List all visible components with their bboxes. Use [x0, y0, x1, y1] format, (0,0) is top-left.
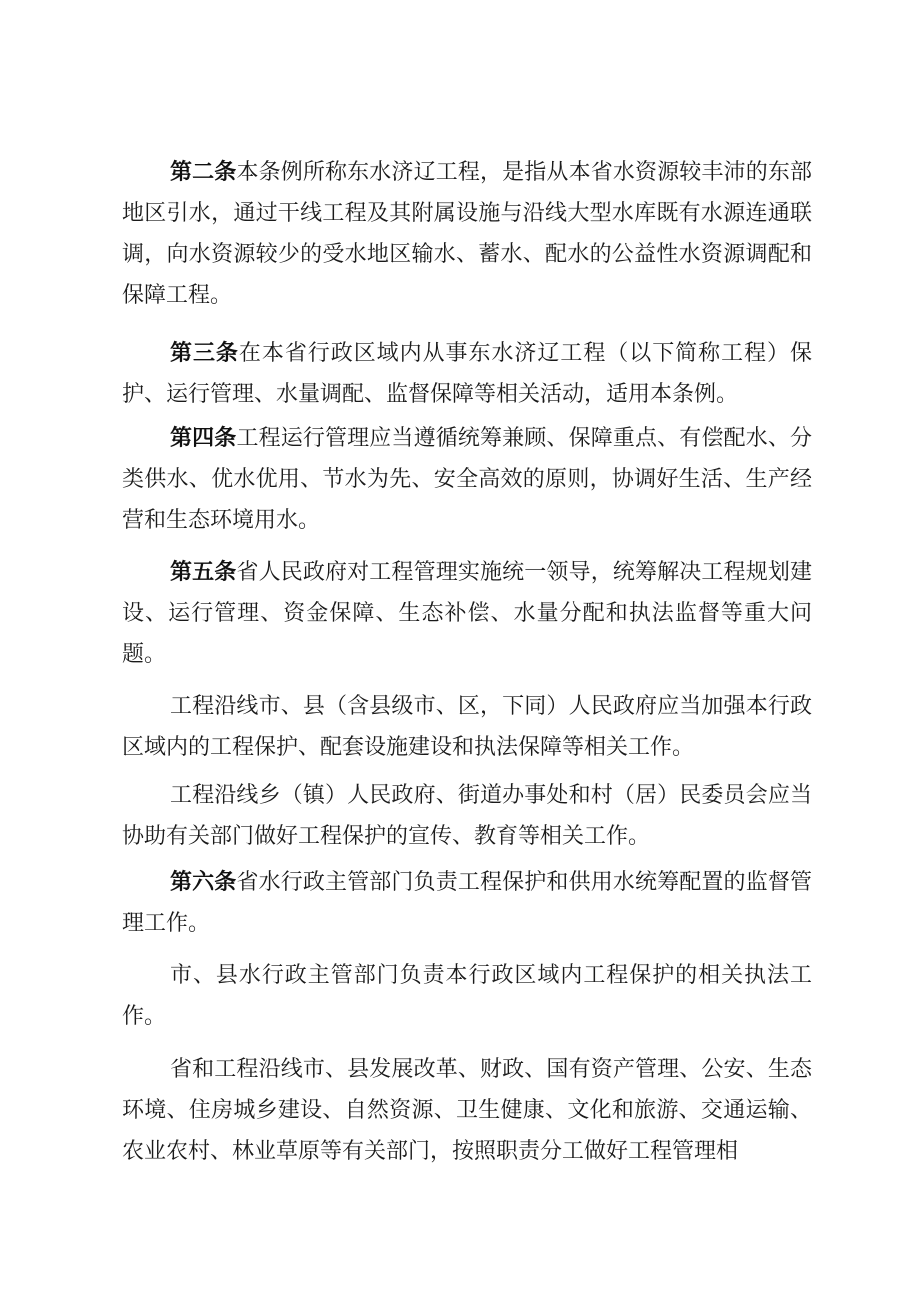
article-text: 省水行政主管部门负责工程保护和供用水统筹配置的监督管理工作。	[122, 870, 812, 936]
article-3-paragraph	[122, 333, 812, 415]
article-text: 省和工程沿线市、县发展改革、财政、国有资产管理、公安、生态环境、住房城乡建设、自然资源、卫生健康、文化和旅游、交通运输、农业农村、林业草原等有关部门，按照职责分工做好工程管理相	[122, 1057, 812, 1164]
article-text: 在本省行政区域内从事东水济辽工程（以下简称工程）保护、运行管理、水量调配、监督保障等相关活动，适用本条例。	[122, 341, 812, 407]
article-heading: 第三条	[170, 341, 239, 366]
article-heading: 第五条	[170, 560, 237, 585]
article-text: 工程沿线乡（镇）人民政府、街道办事处和村（居）民委员会应当协助有关部门做好工程保护的宣传、教育等相关工作。	[122, 783, 812, 849]
article-heading: 第二条	[170, 160, 237, 185]
article-4-paragraph	[122, 418, 812, 541]
article-heading: 第六条	[170, 870, 237, 895]
article-2-paragraph	[122, 152, 812, 316]
article-6-clause-3	[122, 1049, 812, 1172]
article-5-clause-2	[122, 686, 812, 768]
article-text: 工程运行管理应当遵循统筹兼顾、保障重点、有偿配水、分类供水、优水优用、节水为先、安全高效的原则，协调好生活、生产经营和生态环境用水。	[122, 426, 812, 533]
article-6-clause-2	[122, 955, 812, 1037]
article-text: 工程沿线市、县（含县级市、区，下同）人民政府应当加强本行政区域内的工程保护、配套设施建设和执法保障等相关工作。	[122, 694, 812, 760]
article-6-paragraph	[122, 862, 812, 944]
article-5-clause-3	[122, 775, 812, 857]
article-text: 省人民政府对工程管理实施统一领导，统筹解决工程规划建设、运行管理、资金保障、生态补偿、水量分配和执法监督等重大问题。	[122, 560, 812, 667]
article-text: 本条例所称东水济辽工程，是指从本省水资源较丰沛的东部地区引水，通过干线工程及其附属设施与沿线大型水库既有水源连通联调，向水资源较少的受水地区输水、蓄水、配水的公益性水资源调配和保障工程。	[122, 160, 812, 308]
article-text: 市、县水行政主管部门负责本行政区域内工程保护的相关执法工作。	[122, 963, 812, 1029]
article-5-paragraph	[122, 552, 812, 675]
article-heading: 第四条	[170, 426, 237, 451]
